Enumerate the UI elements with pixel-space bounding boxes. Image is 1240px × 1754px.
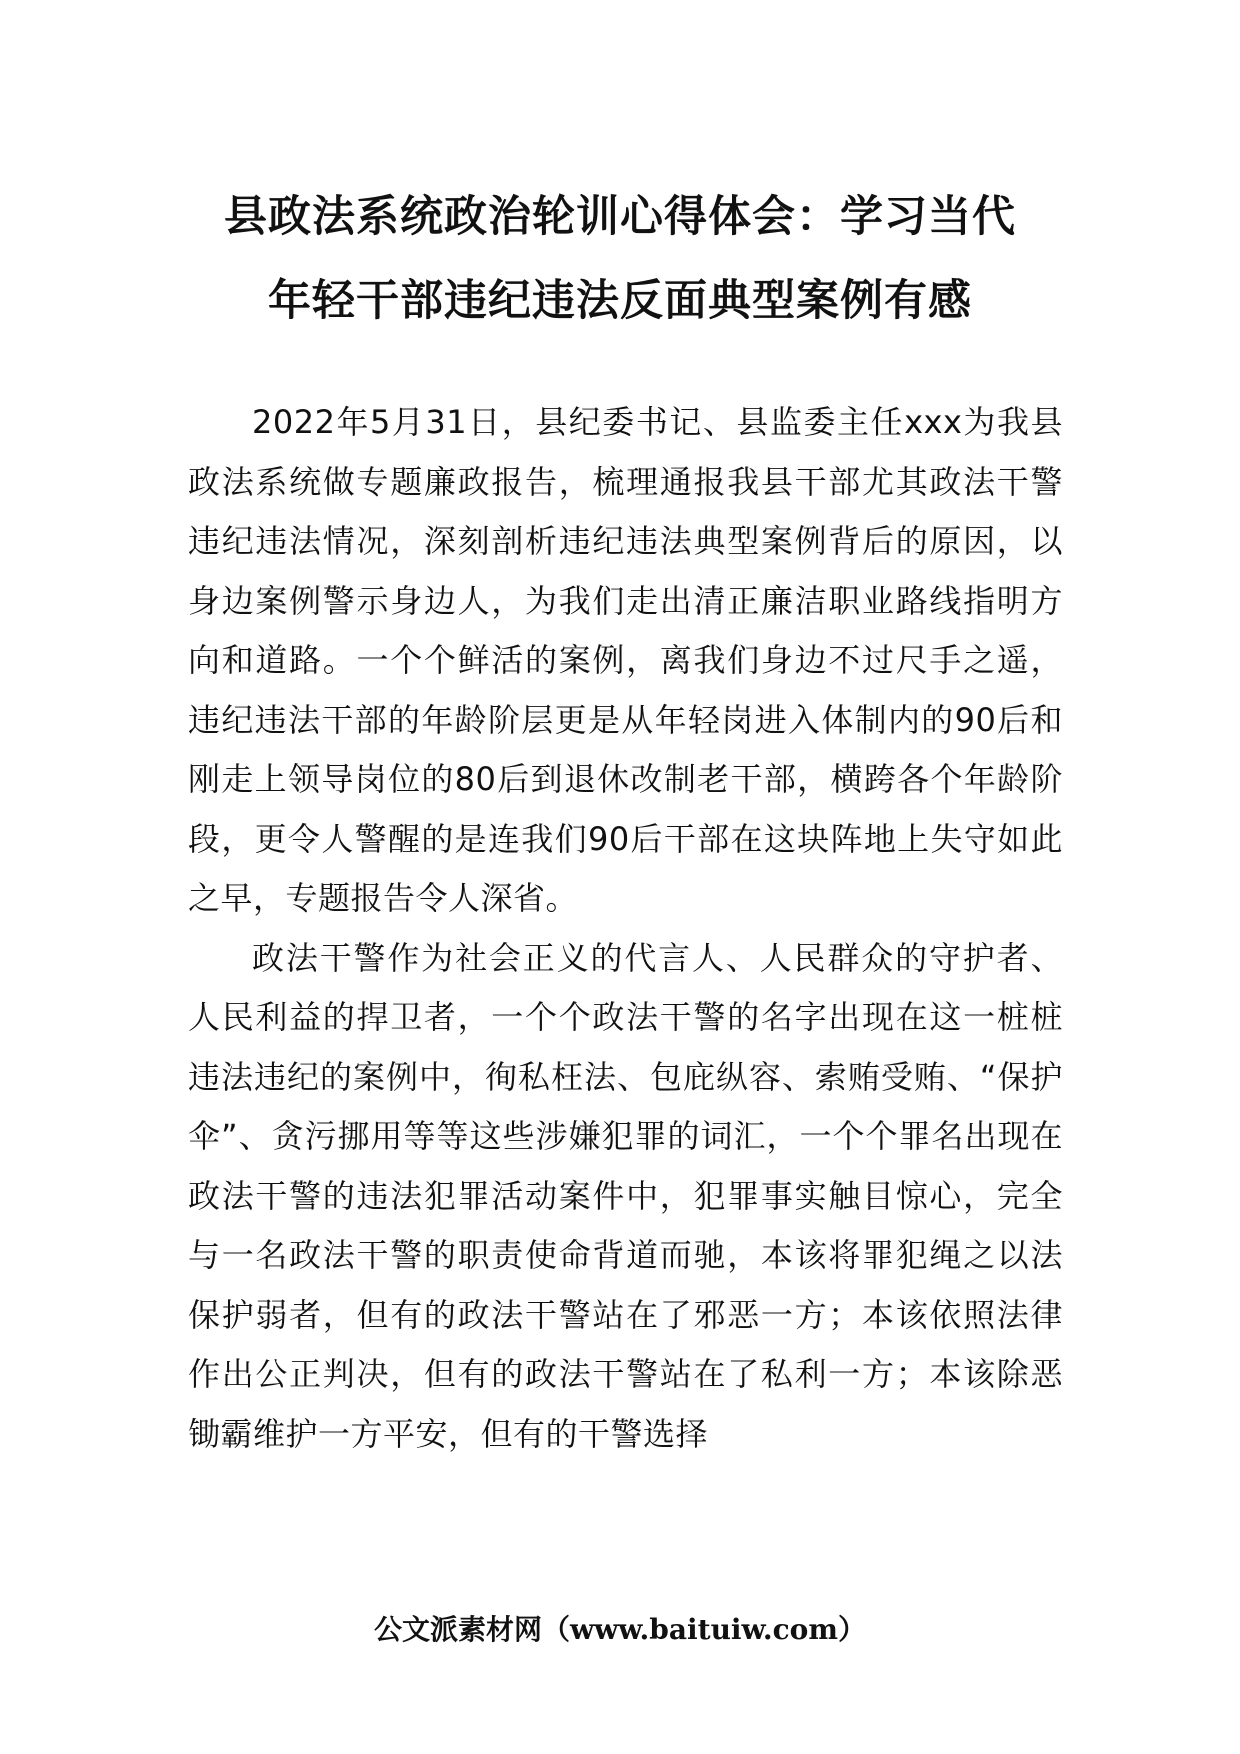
document-body (188, 393, 1063, 1464)
title-line-1: 县政法系统政治轮训心得体会：学习当代 (224, 192, 1016, 242)
document-title (0, 175, 1240, 343)
footer-source: 公文派素材网（www.baituiw.com） (374, 1613, 866, 1646)
paragraph-1: 2022年5月31日，县纪委书记、县监委主任xxx为我县政法系统做专题廉政报告，梳理通报我县干部尤其政法干警违纪违法情况，深刻剖析违纪违法典型案例背后的原因，以身边案例警示身边人，为我们走出清正廉洁职业路线指明方向和道路。一个个鲜活的案例，离我们身边不过尺手之遥，违纪违法干部的年龄阶层更是从年轻岗进入体制内的90后和刚走上领导岗位的80后到退休改制老干部，横跨各个年龄阶段，更令人警醒的是连我们90后干部在这块阵地上失守如此之早，专题报告令人深省。 (188, 403, 1063, 917)
title-line-2: 年轻干部违纪违法反面典型案例有感 (268, 276, 972, 326)
paragraph-2: 政法干警作为社会正义的代言人、人民群众的守护者、人民利益的捍卫者，一个个政法干警的名字出现在这一桩桩违法违纪的案例中，徇私枉法、包庇纵容、索贿受贿、“保护伞”、贪污挪用等等这些涉嫌犯罪的词汇，一个个罪名出现在政法干警的违法犯罪活动案件中，犯罪事实触目惊心，完全与一名政法干警的职责使命背道而驰，本该将罪犯绳之以法保护弱者，但有的政法干警站在了邪恶一方；本该依照法律作出公正判决，但有的政法干警站在了私利一方；本该除恶锄霸维护一方平安，但有的干警选择 (188, 938, 1063, 1453)
